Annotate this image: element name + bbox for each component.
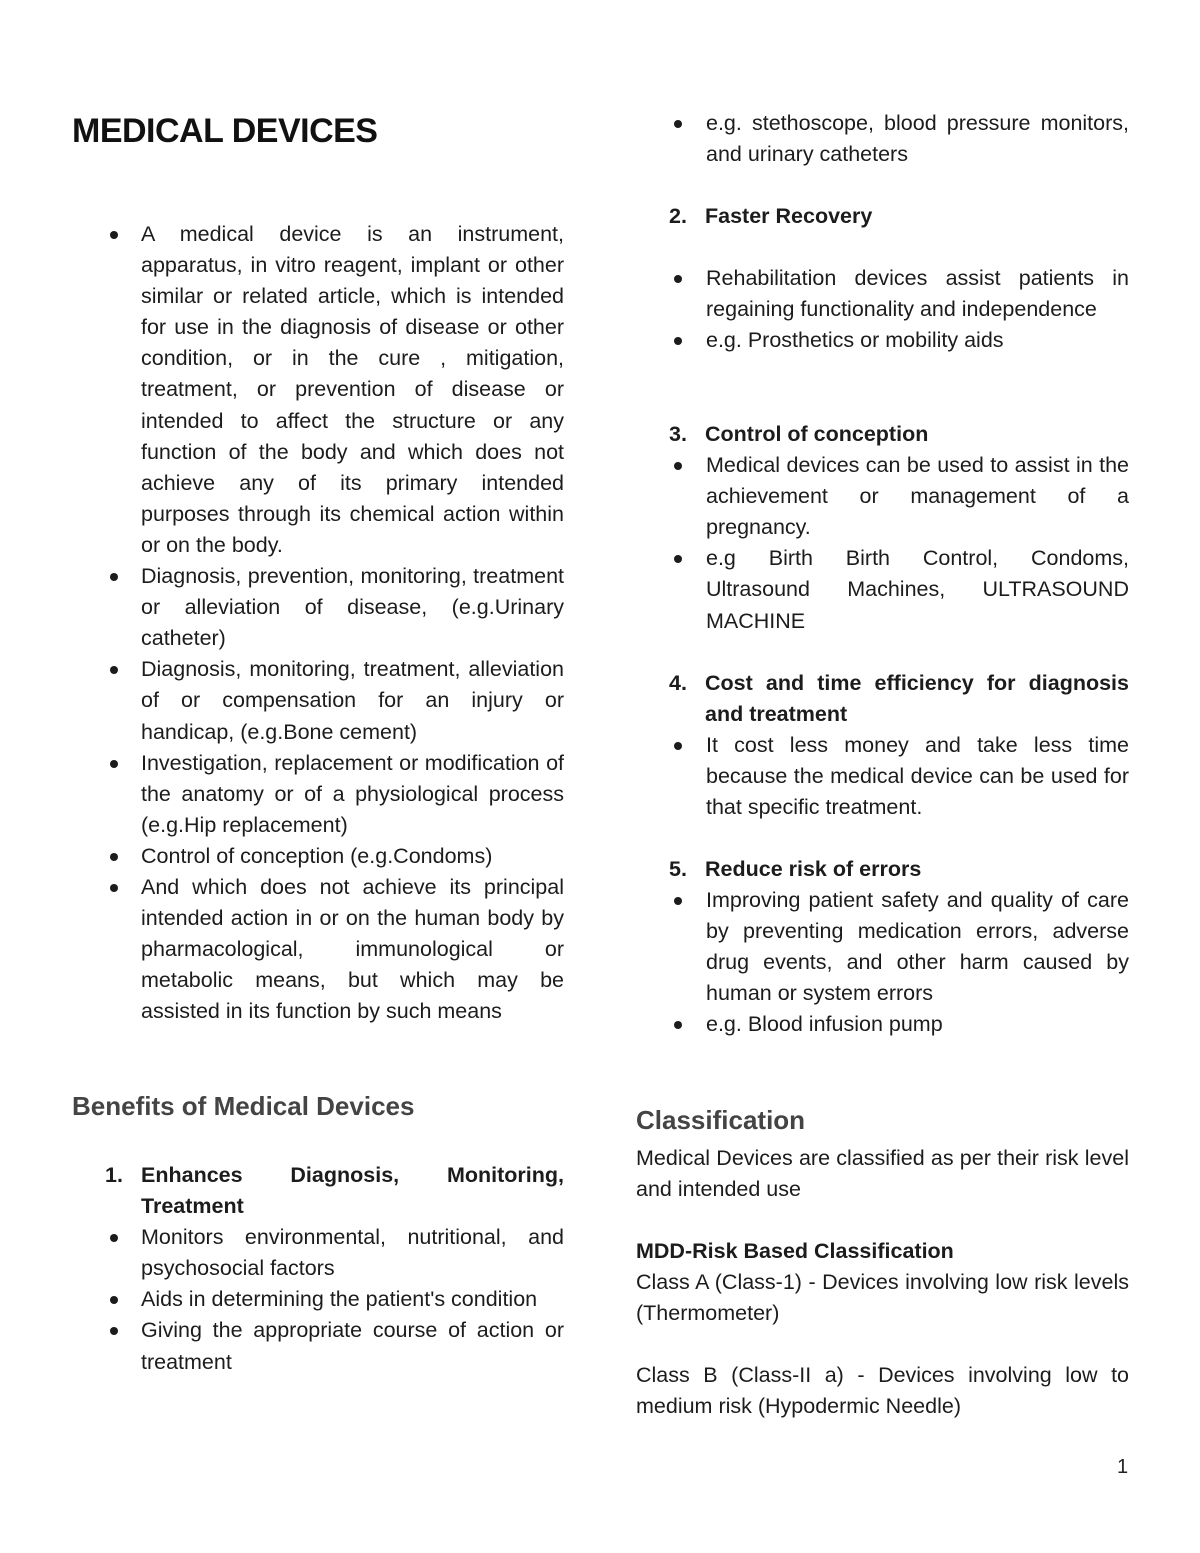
list-item: Aids in determining the patient's condition [72, 1284, 564, 1315]
benefit-1 [72, 1160, 564, 1378]
list-item: It cost less money and take less time because the medical device can be used for that specific treatment. [636, 730, 1129, 823]
bullet-icon [110, 853, 118, 861]
list-item: Giving the appropriate course of action or treatment [72, 1315, 564, 1377]
list-item: Medical devices can be used to assist in the achievement or management of a pregnancy. [636, 450, 1129, 543]
list-item: Investigation, replacement or modification of the anatomy or of a physiological process (e.g.Hip replacement) [72, 748, 564, 841]
list-item: e.g. Blood infusion pump [636, 1009, 1129, 1040]
benefit-1-list [72, 1222, 564, 1377]
list-item: e.g Birth Birth Control, Condoms, Ultrasound Machines, ULTRASOUND MACHINE [636, 543, 1129, 636]
benefit-3 [636, 419, 1129, 637]
benefit-4 [636, 668, 1129, 823]
bullet-icon [674, 1021, 682, 1029]
page-number: 1 [1117, 1456, 1129, 1478]
benefit-4-list [636, 730, 1129, 823]
list-item: And which does not achieve its principal intended action in or on the human body by pharmacological, immunological or metabolic means, but which may be assisted in its function by such means [72, 872, 564, 1027]
list-item: e.g. Prosthetics or mobility aids [636, 325, 1129, 356]
bullet-icon [110, 1234, 118, 1242]
classification-intro: Medical Devices are classified as per their risk level and intended use [636, 1146, 1129, 1202]
bullet-icon [674, 275, 682, 283]
benefit-5-list [636, 885, 1129, 1040]
benefit-1-title: 1. Enhances Diagnosis, Monitoring, Treatment [105, 1163, 564, 1219]
bullet-icon [110, 884, 118, 892]
list-item: Control of conception (e.g.Condoms) [72, 841, 564, 872]
benefit-5 [636, 854, 1129, 1041]
page-title: MEDICAL DEVICES [72, 112, 378, 150]
bullet-icon [674, 337, 682, 345]
list-item: Improving patient safety and quality of care by preventing medication errors, adverse drug events, and other harm caused by human or system errors [636, 885, 1129, 1009]
bullet-icon [110, 760, 118, 768]
bullet-icon [110, 231, 118, 239]
bullet-icon [674, 462, 682, 470]
bullet-icon [674, 742, 682, 750]
benefit-3-list [636, 450, 1129, 637]
bullet-icon [110, 573, 118, 581]
bullet-icon [110, 1327, 118, 1335]
mdd-subheading: MDD-Risk Based Classification [636, 1239, 954, 1263]
benefit-3-title: 3. Control of conception [669, 422, 929, 446]
list-item: A medical device is an instrument, apparatus, in vitro reagent, implant or other similar or related article, which is intended for use in the diagnosis of disease or other condition, or in the cure , mitigation, treatment, or prevention of disease or intended to affect the structure or any function of the body and which does not achieve any of its primary intended purposes through its chemical action within or on the body. [72, 219, 564, 561]
class-a-text: Class A (Class-1) - Devices involving low risk levels (Thermometer) [636, 1270, 1129, 1326]
benefit-4-title: 4. Cost and time efficiency for diagnosis and treatment [669, 671, 1129, 727]
benefit-1-list-continued [636, 108, 1129, 170]
bullet-icon [674, 555, 682, 563]
benefits-heading: Benefits of Medical Devices [72, 1091, 415, 1121]
class-b-text: Class B (Class-II a) - Devices involving low to medium risk (Hypodermic Needle) [636, 1363, 1129, 1419]
benefit-2 [636, 201, 1129, 356]
list-item: Diagnosis, prevention, monitoring, treatment or alleviation of disease, (e.g.Urinary catheter) [72, 561, 564, 654]
benefit-2-title: 2. Faster Recovery [669, 204, 873, 228]
definition-list [72, 219, 564, 1027]
benefit-5-title: 5. Reduce risk of errors [669, 857, 922, 881]
classification-heading: Classification [636, 1105, 806, 1135]
list-item: Rehabilitation devices assist patients in regaining functionality and independence [636, 263, 1129, 325]
list-item: Diagnosis, monitoring, treatment, alleviation of or compensation for an injury or handicap, (e.g.Bone cement) [72, 654, 564, 747]
list-item: e.g. stethoscope, blood pressure monitors, and urinary catheters [636, 108, 1129, 170]
bullet-icon [674, 897, 682, 905]
benefit-2-list [636, 263, 1129, 356]
list-item: Monitors environmental, nutritional, and psychosocial factors [72, 1222, 564, 1284]
bullet-icon [110, 666, 118, 674]
bullet-icon [674, 120, 682, 128]
bullet-icon [110, 1296, 118, 1304]
